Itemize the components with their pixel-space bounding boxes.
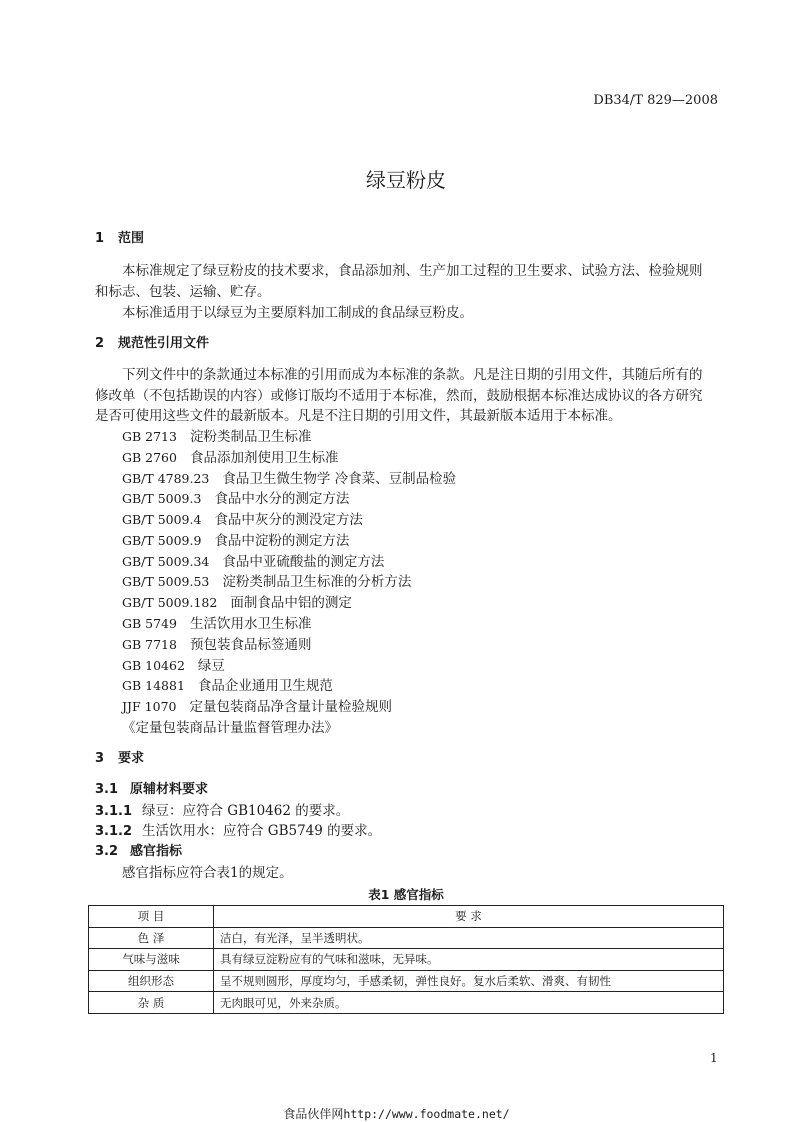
reference-code: GB/T 5009.3 — [122, 491, 202, 506]
reference-title: 食品中水分的测定方法 — [214, 491, 350, 507]
reference-title: 预包装食品标签通则 — [189, 637, 312, 653]
table-cell-requirement: 呈不规则圆形，厚度均匀，手感柔韧，弹性良好。复水后柔软、滑爽、有韧性 — [214, 970, 724, 992]
footer-url: http://www.foodmate.net/ — [343, 1107, 510, 1121]
subsection-3-2-heading — [95, 843, 182, 861]
table-cell-requirement: 洁白，有光泽，呈半透明状。 — [214, 927, 724, 949]
subsection-3-1-heading — [95, 781, 208, 799]
section-label: 规范性引用文件 — [118, 336, 210, 351]
paragraph-line: 感官指标应符合表1的规定。 — [122, 865, 293, 881]
reference-code: GB 5749 — [122, 616, 177, 631]
reference-code: GB 14881 — [122, 678, 185, 693]
reference-item — [122, 470, 456, 488]
reference-item — [122, 532, 349, 550]
footer-site-name: 食品伙伴网 — [283, 1107, 344, 1121]
paragraph-line: 本标准适用于以绿豆为主要原料加工制成的食品绿豆粉皮。 — [122, 305, 473, 321]
reference-title: 绿豆 — [197, 658, 225, 674]
clause-number: 3.1.1 — [95, 804, 133, 819]
reference-code: GB/T 4789.23 — [122, 471, 210, 486]
section-label: 要求 — [118, 751, 145, 766]
reference-title: 食品卫生微生物学 冷食菜、豆制品检验 — [222, 471, 457, 487]
section-1-heading — [95, 230, 144, 248]
paragraph-line: 本标准规定了绿豆粉皮的技术要求，食品添加剂、生产加工过程的卫生要求、试验方法、检验规则 — [122, 263, 703, 279]
reference-title: 生活饮用水卫生标准 — [189, 616, 312, 632]
reference-item — [122, 573, 411, 591]
clause-3-1-2 — [95, 822, 381, 840]
reference-title: 食品中灰分的测没定方法 — [214, 512, 363, 528]
reference-item — [122, 615, 311, 633]
reference-code: GB/T 5009.4 — [122, 512, 202, 527]
reference-title: 面制食品中铝的测定 — [230, 595, 352, 611]
reference-code: GB 2713 — [122, 429, 177, 444]
clause-text: 生活饮用水：应符合 GB5749 的要求。 — [142, 823, 382, 839]
reference-item — [122, 511, 363, 529]
table-header-cell: 项 目 — [89, 906, 214, 928]
table-caption: 表1 感官指标 — [368, 887, 444, 902]
reference-code: GB/T 5009.53 — [122, 574, 210, 589]
reference-item — [122, 698, 392, 716]
reference-title: 食品中淀粉的测定方法 — [214, 533, 350, 549]
reference-code: GB/T 5009.9 — [122, 533, 202, 548]
table-row — [89, 992, 724, 1014]
reference-item — [122, 553, 384, 571]
footer — [0, 1107, 793, 1121]
reference-item — [122, 677, 333, 695]
section-number: 3.1 — [95, 782, 119, 797]
table-row — [89, 927, 724, 949]
reference-title: 淀粉类制品卫生标准的分析方法 — [222, 574, 412, 590]
reference-item — [122, 636, 311, 654]
sensory-table — [88, 905, 724, 1014]
section-label: 感官指标 — [130, 844, 183, 859]
table-cell-item: 气味与滋味 — [89, 949, 214, 971]
reference-item: 《定量包装商品计量监督管理办法》 — [122, 720, 338, 736]
paragraph-line: 是否可使用这些文件的最新版本。凡是不注日期的引用文件，其最新版本适用于本标准。 — [95, 408, 622, 424]
reference-code: GB/T 5009.34 — [122, 554, 210, 569]
section-number: 3 — [95, 751, 105, 766]
reference-item — [122, 428, 311, 446]
section-3-heading — [95, 750, 144, 768]
section-number: 1 — [95, 231, 105, 246]
table-cell-item: 杂 质 — [89, 992, 214, 1014]
clause-number: 3.1.2 — [95, 824, 133, 839]
table-header-cell: 要 求 — [214, 906, 724, 928]
page-number: 1 — [710, 1051, 718, 1065]
section-label: 原辅材料要求 — [130, 782, 209, 797]
section-label: 范围 — [118, 231, 145, 246]
reference-code: JJF 1070 — [122, 699, 177, 714]
section-number: 3.2 — [95, 844, 119, 859]
reference-title: 食品中亚硫酸盐的测定方法 — [222, 554, 385, 570]
reference-item — [122, 594, 352, 612]
reference-title: 淀粉类制品卫生标准 — [189, 429, 312, 445]
clause-text: 绿豆：应符合 GB10462 的要求。 — [142, 803, 350, 819]
reference-code: GB/T 5009.182 — [122, 595, 218, 610]
paragraph-line: 和标志、包装、运输、贮存。 — [95, 284, 271, 300]
clause-3-1-1 — [95, 802, 349, 820]
reference-item — [122, 449, 338, 467]
table-cell-requirement: 无肉眼可见，外来杂质。 — [214, 992, 724, 1014]
reference-title: 食品企业通用卫生规范 — [197, 678, 333, 694]
reference-item — [122, 490, 349, 508]
table-cell-item: 组织形态 — [89, 970, 214, 992]
reference-item — [122, 657, 225, 675]
standard-code: DB34/T 829—2008 — [593, 93, 718, 108]
reference-code: GB 2760 — [122, 450, 177, 465]
table-cell-item: 色 泽 — [89, 927, 214, 949]
table-header-row — [89, 906, 724, 928]
table-cell-requirement: 具有绿豆淀粉应有的气味和滋味，无异味。 — [214, 949, 724, 971]
reference-title: 食品添加剂使用卫生标准 — [189, 450, 339, 466]
table-row — [89, 970, 724, 992]
section-2-heading — [95, 335, 209, 353]
paragraph-line: 下列文件中的条款通过本标准的引用而成为本标准的条款。凡是注日期的引用文件，其随后所有的 — [122, 367, 703, 383]
reference-code: GB 7718 — [122, 637, 177, 652]
table-row — [89, 949, 724, 971]
paragraph-line: 修改单（不包括勘误的内容）或修订版均不适用于本标准，然而，鼓励根据本标准达成协议的各方研究 — [95, 388, 703, 404]
section-number: 2 — [95, 336, 105, 351]
reference-code: GB 10462 — [122, 658, 185, 673]
reference-title: 定量包装商品净含量计量检验规则 — [189, 699, 392, 715]
page-title: 绿豆粉皮 — [366, 168, 446, 192]
